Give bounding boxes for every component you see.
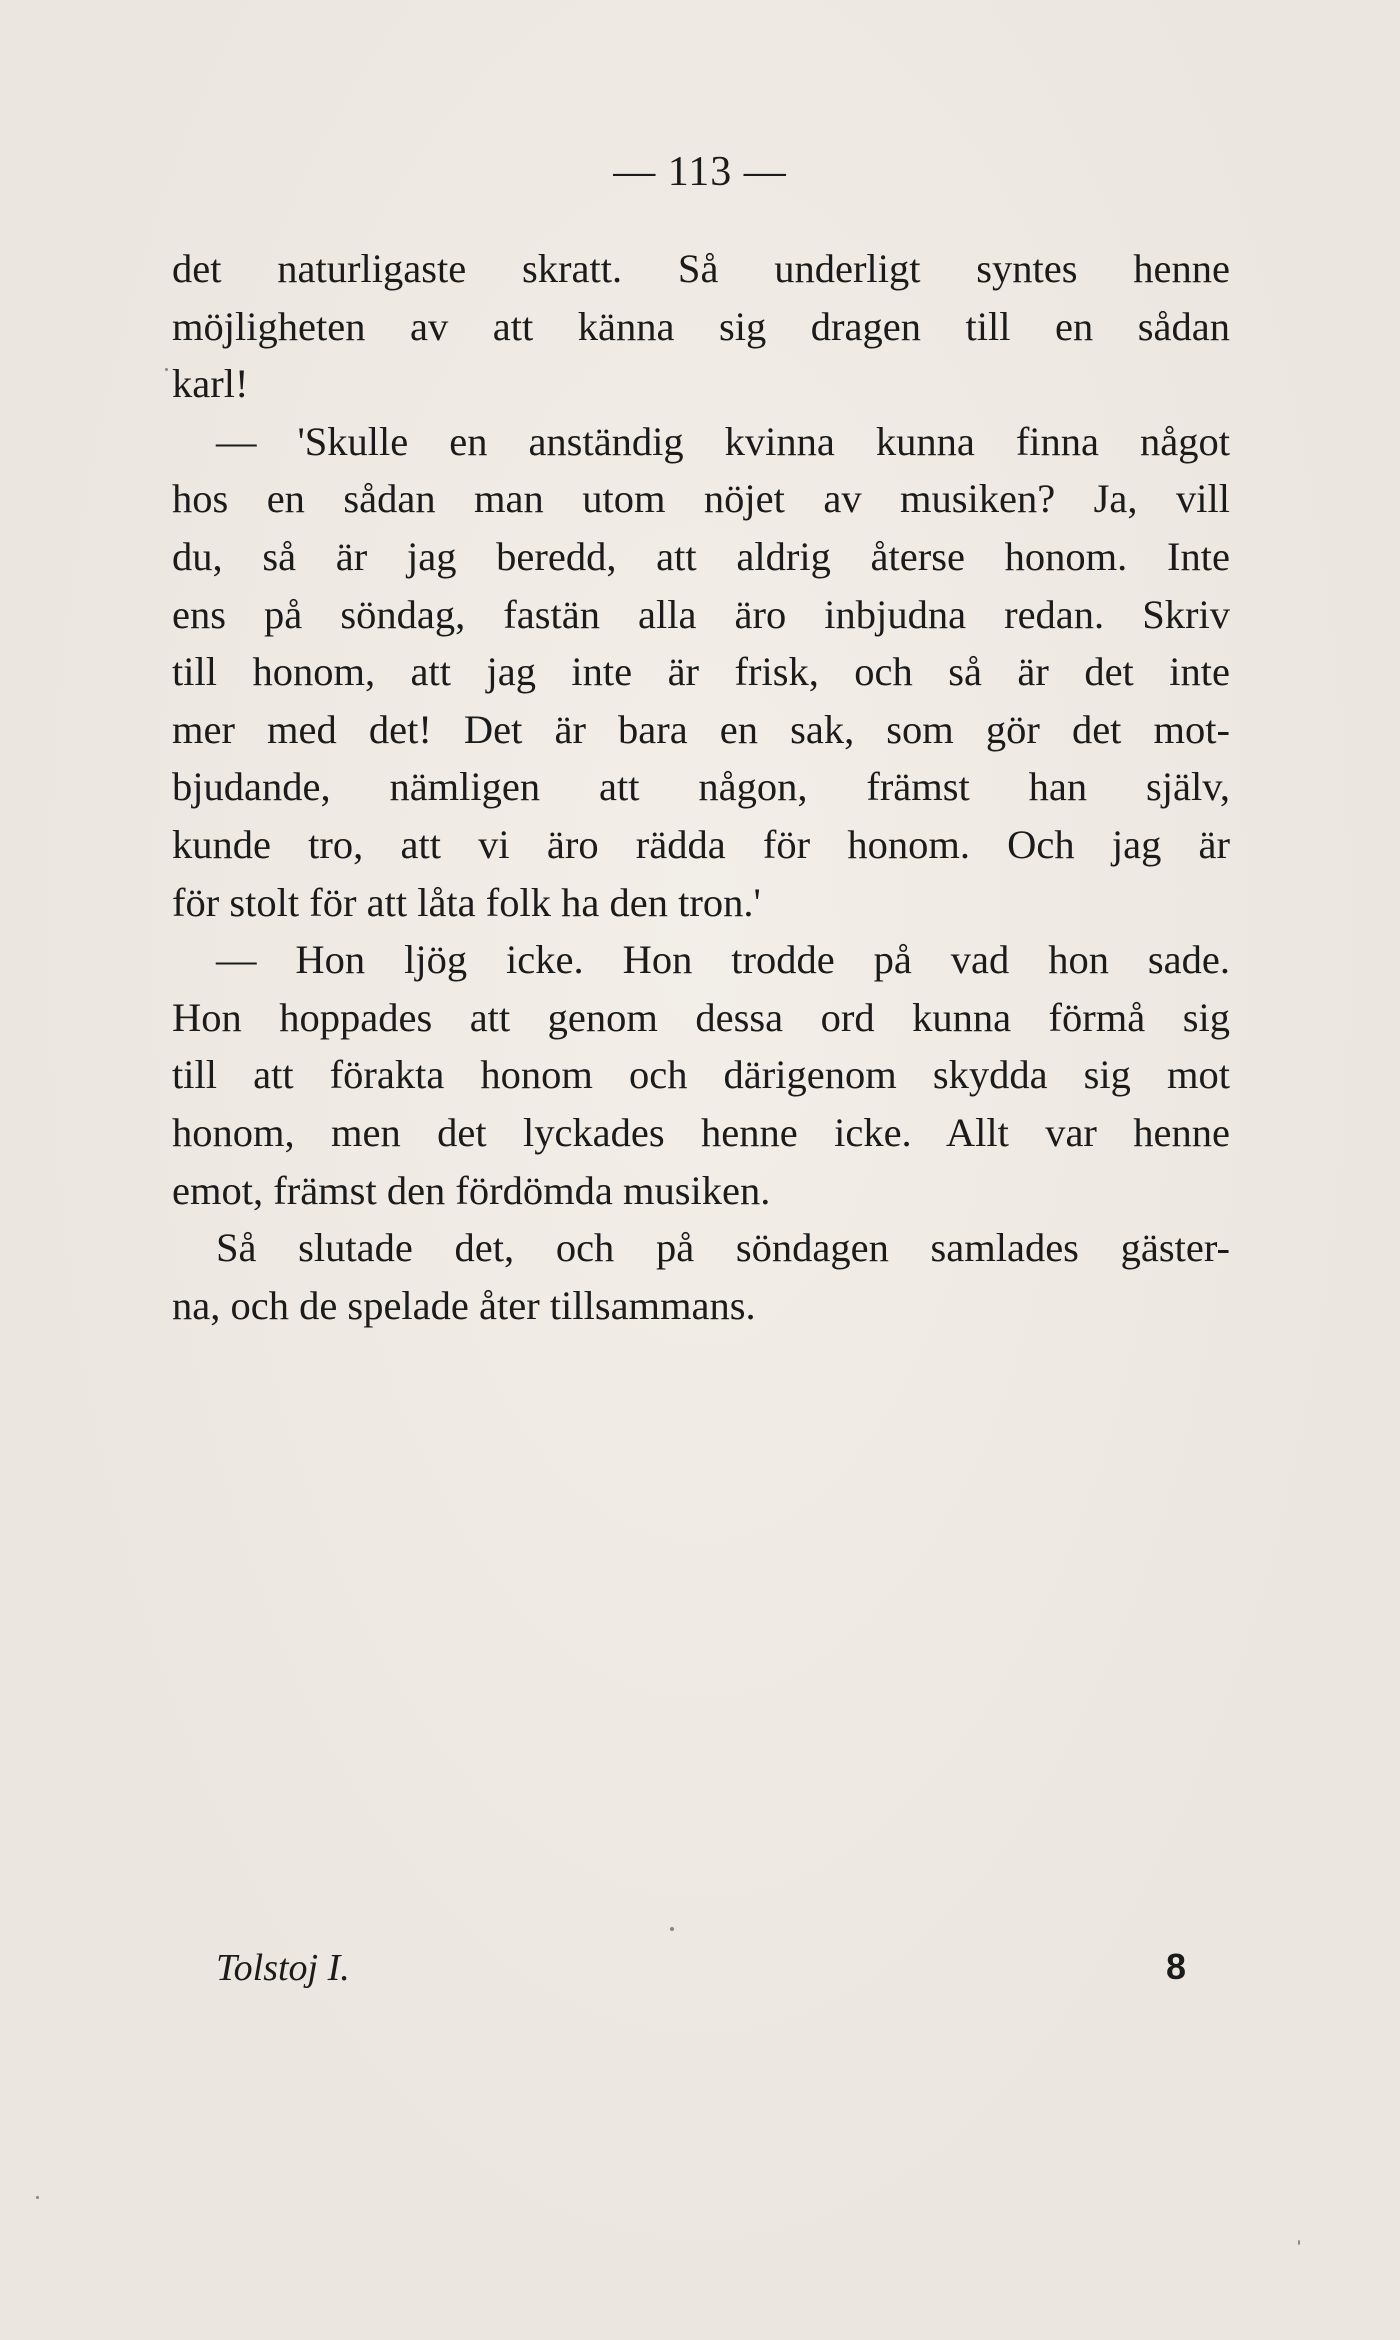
paper-speck <box>36 2196 39 2199</box>
text-line: möjligheten av att känna sig dragen till en sådan <box>172 303 1230 349</box>
body-text <box>172 240 1230 1334</box>
sheet-number: 8 <box>1166 1946 1187 1987</box>
text-line: du, så är jag beredd, att aldrig återse honom. Inte <box>172 533 1230 579</box>
text-line: hos en sådan man utom nöjet av musiken? Ja, vill <box>172 476 1230 522</box>
text-line: — Hon ljög icke. Hon trodde på vad hon sade. <box>216 937 1230 983</box>
text-line: — 'Skulle en anständig kvinna kunna finna något <box>216 418 1230 464</box>
text-line: det naturligaste skratt. Så underligt syntes henne <box>172 246 1230 291</box>
text-line: Så slutade det, och på söndagen samlades gäster- <box>216 1225 1230 1271</box>
text-line: bjudande, nämligen att någon, främst han själv, <box>172 764 1230 810</box>
text-line: na, och de spelade åter tillsammans. <box>172 1282 756 1328</box>
paper-speck <box>1298 2240 1300 2245</box>
text-line: för stolt för att låta folk ha den tron.' <box>172 879 761 925</box>
text-line: till att förakta honom och därigenom skydda sig mot <box>172 1052 1230 1098</box>
text-line: Hon hoppades att genom dessa ord kunna förmå sig <box>172 994 1230 1040</box>
page-number-header: — 113 — <box>613 149 787 195</box>
paper-speck <box>165 368 168 371</box>
text-line: till honom, att jag inte är frisk, och så är det inte <box>172 649 1230 695</box>
paper-speck <box>670 1927 674 1931</box>
text-line: mer med det! Det är bara en sak, som gör det mot- <box>172 706 1230 752</box>
signature-mark: Tolstoj I. <box>216 1947 350 1989</box>
text-line: emot, främst den fördömda musiken. <box>172 1167 771 1213</box>
page-footer <box>0 1946 1400 1996</box>
text-line: kunde tro, att vi äro rädda för honom. Och jag är <box>172 821 1230 867</box>
text-line: karl! <box>172 361 249 407</box>
text-line: ens på söndag, fastän alla äro inbjudna redan. Skriv <box>172 591 1230 637</box>
text-line: honom, men det lyckades henne icke. Allt var henne <box>172 1109 1230 1155</box>
